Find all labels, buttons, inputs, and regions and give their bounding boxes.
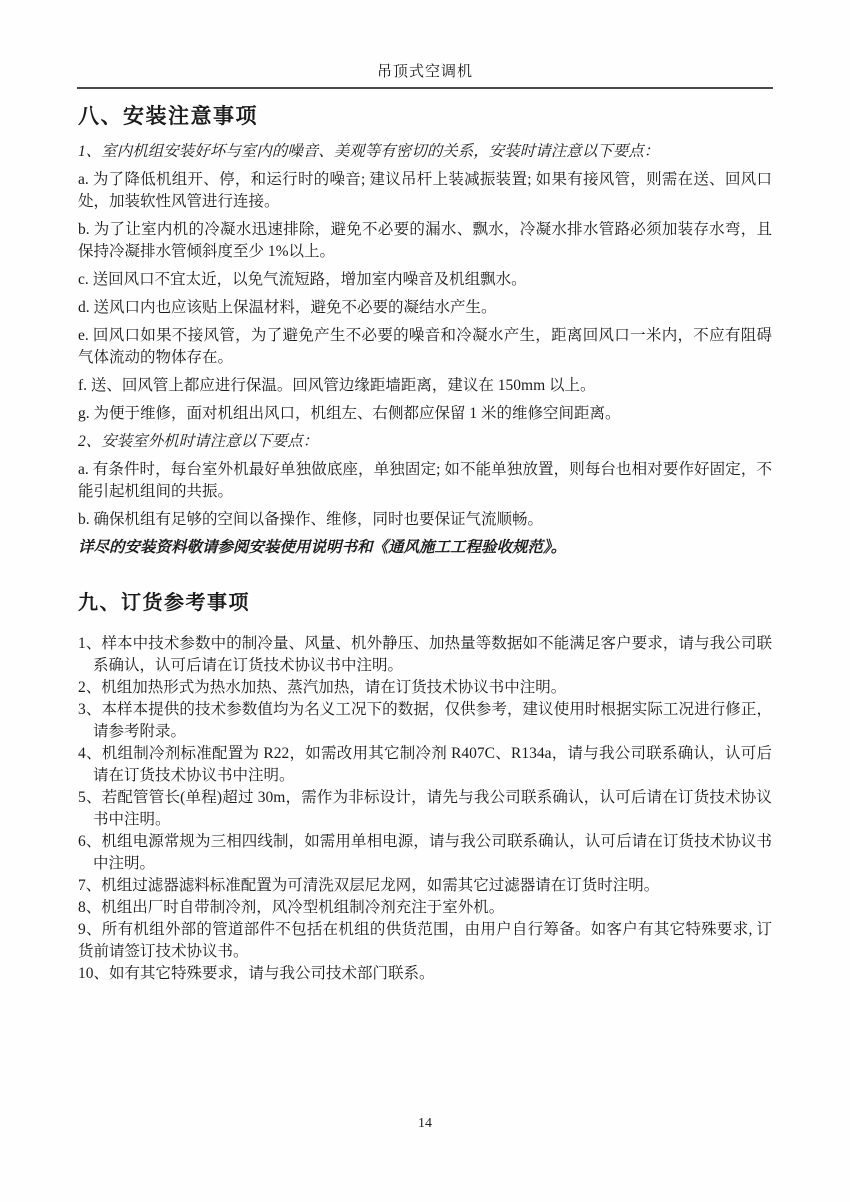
running-header bbox=[0, 0, 850, 89]
indoor-intro-line: 1、室内机组安装好坏与室内的噪音、美观等有密切的关系，安装时请注意以下要点： bbox=[78, 143, 660, 161]
order-item-4: 4、机组制冷剂标准配置为 R22，如需改用其它制冷剂 R407C、R134a，请与我公司联系确认，认可后请在订货技术协议书中注明。 bbox=[78, 745, 772, 785]
order-item-10: 10、如有其它特殊要求，请与我公司技术部门联系。 bbox=[78, 965, 435, 983]
order-items-list bbox=[78, 633, 772, 985]
indoor-point-d: d. 送风口内也应该贴上保温材料，避免不必要的凝结水产生。 bbox=[78, 299, 497, 317]
running-header-title: 吊顶式空调机 bbox=[376, 64, 473, 80]
section-order-title: 九、订货参考事项 bbox=[78, 592, 250, 615]
order-item-1: 1、样本中技术参数中的制冷量、风量、机外静压、加热量等数据如不能满足客户要求，请与我公司联系确认，认可后请在订货技术协议书中注明。 bbox=[78, 635, 772, 675]
header-rule bbox=[77, 87, 773, 89]
page-content bbox=[78, 104, 772, 985]
indoor-point-b: b. 为了让室内机的冷凝水迅速排除，避免不必要的漏水、飘水，冷凝水排水管路必须加装存水弯，且保持冷凝排水管倾斜度至少 1%以上。 bbox=[78, 221, 772, 261]
order-item-7: 7、机组过滤器滤料标准配置为可清洗双层尼龙网，如需其它过滤器请在订货时注明。 bbox=[78, 877, 660, 895]
indoor-point-f: f. 送、回风管上都应进行保温。回风管边缘距墙距离，建议在 150mm 以上。 bbox=[78, 377, 596, 395]
order-item-5: 5、若配管管长(单程)超过 30m，需作为非标设计，请先与我公司联系确认，认可后请在订货技术协议书中注明。 bbox=[78, 789, 772, 829]
section-install-title: 八、安装注意事项 bbox=[78, 104, 258, 128]
indoor-point-a: a. 为了降低机组开、停，和运行时的噪音; 建议吊杆上装减振装置; 如果有接风管，则需在送、回风口处，加装软性风管进行连接。 bbox=[78, 171, 772, 211]
install-reference-note: 详尽的安装资料敬请参阅安装使用说明书和《通风施工工程验收规范》。 bbox=[78, 539, 567, 557]
page-number: 14 bbox=[418, 1116, 432, 1131]
order-item-9: 9、所有机组外部的管道部件不包括在机组的供货范围，由用户自行筹备。如客户有其它特殊要求, 订货前请签订技术协议书。 bbox=[78, 921, 772, 961]
indoor-point-g: g. 为便于维修，面对机组出风口，机组左、右侧都应保留 1 米的维修空间距离。 bbox=[78, 405, 621, 423]
outdoor-point-a: a. 有条件时，每台室外机最好单独做底座，单独固定; 如不能单独放置，则每台也相对要作好固定，不能引起机组间的共振。 bbox=[78, 461, 772, 501]
order-item-8: 8、机组出厂时自带制冷剂，风冷型机组制冷剂充注于室外机。 bbox=[78, 899, 505, 917]
order-item-3: 3、本样本提供的技术参数值均为名义工况下的数据，仅供参考，建议使用时根据实际工况进行修正，请参考附录。 bbox=[78, 701, 772, 741]
order-item-2: 2、机组加热形式为热水加热、蒸汽加热，请在订货技术协议书中注明。 bbox=[78, 679, 567, 697]
indoor-point-e: e. 回风口如果不接风管，为了避免产生不必要的噪音和冷凝水产生，距离回风口一米内，不应有阻碍气体流动的物体存在。 bbox=[78, 327, 772, 367]
order-item-6: 6、机组电源常规为三相四线制，如需用单相电源，请与我公司联系确认，认可后请在订货技术协议书中注明。 bbox=[78, 833, 772, 873]
outdoor-point-b: b. 确保机组有足够的空间以备操作、维修，同时也要保证气流顺畅。 bbox=[78, 511, 544, 529]
indoor-point-c: c. 送回风口不宜太近，以免气流短路，增加室内噪音及机组飘水。 bbox=[78, 271, 527, 289]
outdoor-intro-line: 2、安装室外机时请注意以下要点： bbox=[78, 433, 319, 451]
